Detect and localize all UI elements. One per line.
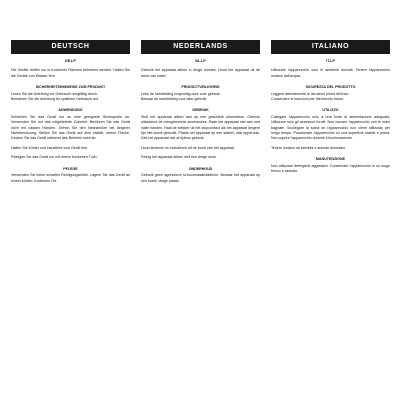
paragraph: Collegare l'apparecchio solo a una fonte di alimentazione adeguata. Utilizzare solo gli accessori forniti. Non toccare l'apparecchio con le mani bagnate. Scollegare la spina se l'apparecchio non viene utilizzato per lungo tempo. Posizionare l'apparecchio su una superficie stabile e piana. Non coprire l'apparecchio durante il funzionamento. [271, 114, 390, 141]
paragraph: Utilizzare l'apparecchio solo in ambienti asciutti. Tenere l'apparecchio lontano dall'acqua. [271, 68, 390, 78]
section-heading: ONDERHOUD [188, 166, 213, 171]
column-nederlands [141, 40, 260, 184]
paragraph: Sluit het apparaat alleen aan op een geschikte stroombron. Gebruik uitsluitend de meegeleverde accessoires. Raak het apparaat niet aan met natte handen. Haal de stekker uit het stopcontact als het apparaat langere tijd niet wordt gebruikt. Plaats het apparaat op een stabiel, vlak oppervlak. Dek het apparaat niet af tijdens gebruik. [141, 114, 260, 141]
paragraph: Reinigen Sie das Gerät nur mit einem trockenen Tuch. [11, 155, 98, 160]
section-heading: PFLEGE [63, 166, 78, 171]
section-heading: ANWENDUNG [58, 108, 83, 113]
section-heading: GEBRUIK [192, 108, 209, 113]
doc-label: DE-LP [65, 59, 76, 63]
section-heading: UTILIZZO [322, 108, 339, 113]
column-italiano [271, 40, 390, 175]
paragraph: Bewahren Sie die Anleitung für späteren Gebrauch auf. [11, 97, 99, 102]
paragraph: Gebruik geen agressieve schoonmaakmiddelen. Bewaar het apparaat op een koele, droge plaats. [141, 173, 260, 183]
paragraph: Conservare le istruzioni per riferimento futuro. [271, 97, 344, 102]
paragraph: Tenere lontano da bambini e animali domestici. [271, 145, 346, 150]
doc-label: IT-LP [326, 59, 335, 63]
paragraph: Bewaar de handleiding voor later gebruik. [141, 97, 208, 102]
paragraph: Houd kinderen en huisdieren uit de buurt van het apparaat. [141, 145, 235, 150]
doc-label: NL-LP [195, 59, 206, 63]
paragraph: Schließen Sie das Gerät nur an eine geeignete Stromquelle an. Verwenden Sie nur das mitgelieferte Zubehör. Berühren Sie das Gerät nicht mit nassen Händen. Ziehen Sie den Netzstecker bei längerer Nichtbenutzung. Stellen Sie das Gerät auf eine stabile, ebene Fläche. Decken Sie das Gerät während des Betriebs nicht ab. [11, 114, 130, 141]
paragraph: Lesen Sie die Anleitung vor Gebrauch sorgfältig durch. [11, 91, 98, 96]
section-heading: MANUTENZIONE [316, 157, 345, 162]
paragraph: Non utilizzare detergenti aggressivi. Conservare l'apparecchio in un luogo fresco e asciutto. [271, 163, 390, 174]
paragraph: Verwenden Sie keine scharfen Reinigungsmittel. Lagern Sie das Gerät an einem kühlen, trockenen Ort. [11, 173, 130, 183]
column-header: ITALIANO [271, 40, 390, 54]
section-heading: SICHERHEITSHINWEISE ZUM PRODUKT [35, 85, 106, 90]
section-heading: SICUREZZA DEL PRODOTTO [305, 85, 356, 90]
paragraph: Gebruik het apparaat alleen in droge ruimtes. Houd het apparaat uit de buurt van water. [141, 68, 260, 78]
paragraph: Halten Sie Kinder und Haustiere vom Gerät fern. [11, 145, 89, 150]
column-deutsch [11, 40, 130, 184]
paragraph: Die Geräte dürfen nur in trockenen Räumen betrieben werden. Halten Sie die Geräte von Wasser fern. [11, 68, 130, 78]
paragraph: Lees de handleiding zorgvuldig door voor gebruik. [141, 91, 221, 96]
column-header: DEUTSCH [11, 40, 130, 54]
column-header: NEDERLANDS [141, 40, 260, 54]
paragraph: Leggere attentamente le istruzioni prima dell'uso. [271, 91, 350, 96]
paragraph: Reinig het apparaat alleen met een droge doek. [141, 155, 217, 160]
section-heading: PRODUCTVEILIGHEID [181, 85, 220, 90]
